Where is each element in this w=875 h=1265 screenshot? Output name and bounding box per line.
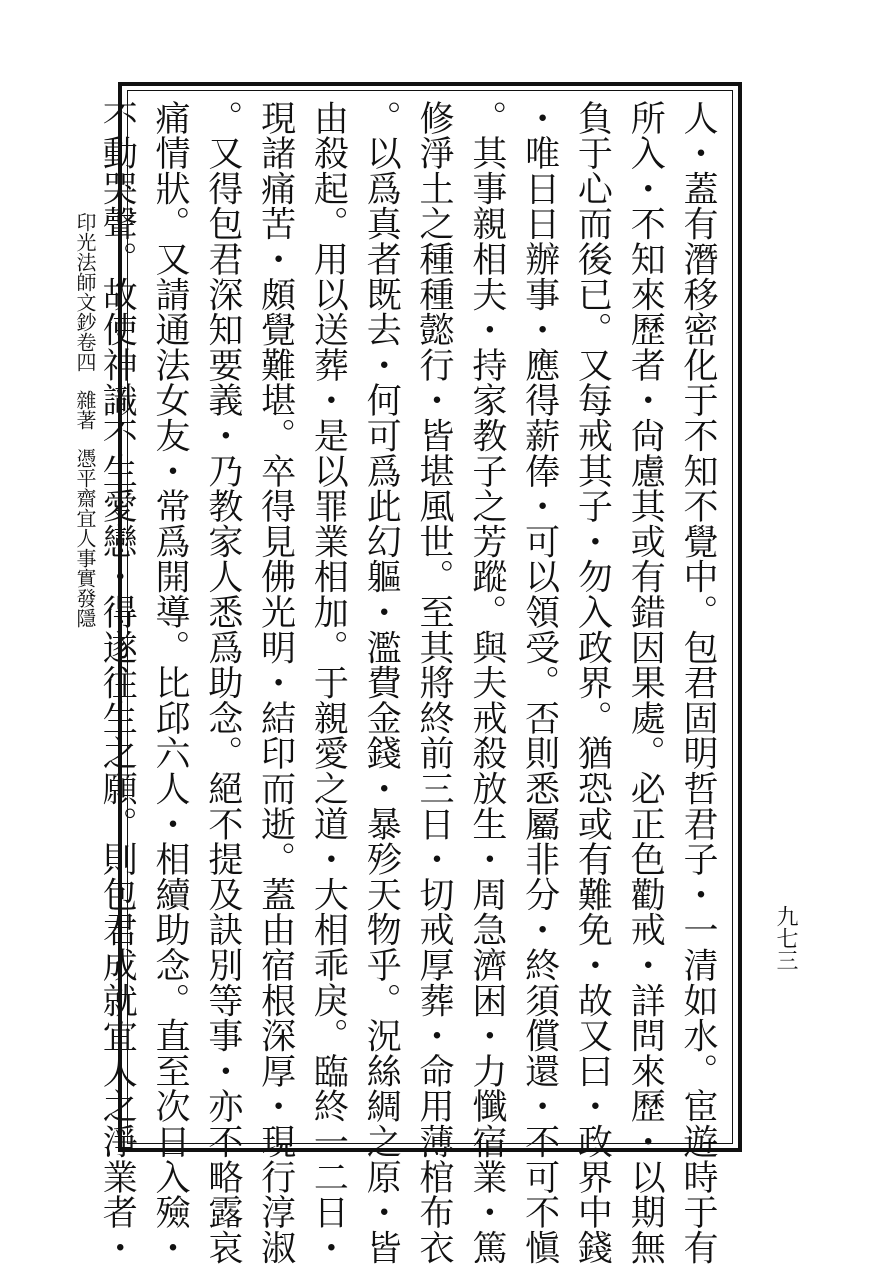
text-column-5: 。其事親相夫・持家教子之芳蹤。與夫戒殺放生・周急濟困・力懺宿業・篤 xyxy=(466,100,507,1265)
text-column-4: ・唯日日辦事・應得薪俸・可以領受。否則悉屬非分・終須償還・不可不愼 xyxy=(519,100,560,1265)
book-title: 印光法師文鈔卷四 xyxy=(73,212,97,372)
main-text-block xyxy=(97,100,724,1265)
article-title: 憑平齋宜人事實發隱 xyxy=(73,448,97,628)
text-column-8: 由殺起。用以送葬・是以罪業相加。于親愛之道・大相乖戾。臨終一二日・ xyxy=(308,100,349,1265)
text-column-1: 人・蓋有潛移密化于不知不覺中。包君固明哲君子・一清如水。宦遊時于有 xyxy=(678,100,718,1265)
page-number: 九七三 xyxy=(773,905,798,971)
text-column-12: 不動哭聲。故使神識不生愛戀・得遂往生之願。則包君成就宜人之淨業者・ xyxy=(97,100,138,1265)
text-column-6: 修淨土之種種懿行・皆堪風世。至其將終前三日・切戒厚葬・命用薄棺布衣 xyxy=(414,100,455,1265)
text-column-9: 現諸痛苦・頗覺難堪。卒得見佛光明・結印而逝。蓋由宿根深厚・現行淳淑 xyxy=(255,100,296,1265)
text-column-7: 。以爲真者既去・何可爲此幻軀・濫費金錢・暴殄天物乎。況絲綢之原・皆 xyxy=(361,100,402,1265)
text-column-11: 痛情狀。又請通法女友・常爲開導。比邱六人・相續助念。直至次日入殮・ xyxy=(150,100,191,1265)
text-column-3: 負于心而後已。又每戒其子・勿入政界。猶恐或有難免・故又曰・政界中錢 xyxy=(572,100,613,1265)
text-column-10: 。又得包君深知要義・乃教家人悉爲助念。絕不提及訣別等事・亦不略露哀 xyxy=(202,100,243,1265)
text-column-2: 所入・不知來歷者・尙慮其或有錯因果處。必正色勸戒・詳問來歷・以期無 xyxy=(625,100,666,1265)
margin-running-title xyxy=(70,212,100,692)
section-label: 雜著 xyxy=(73,390,97,430)
